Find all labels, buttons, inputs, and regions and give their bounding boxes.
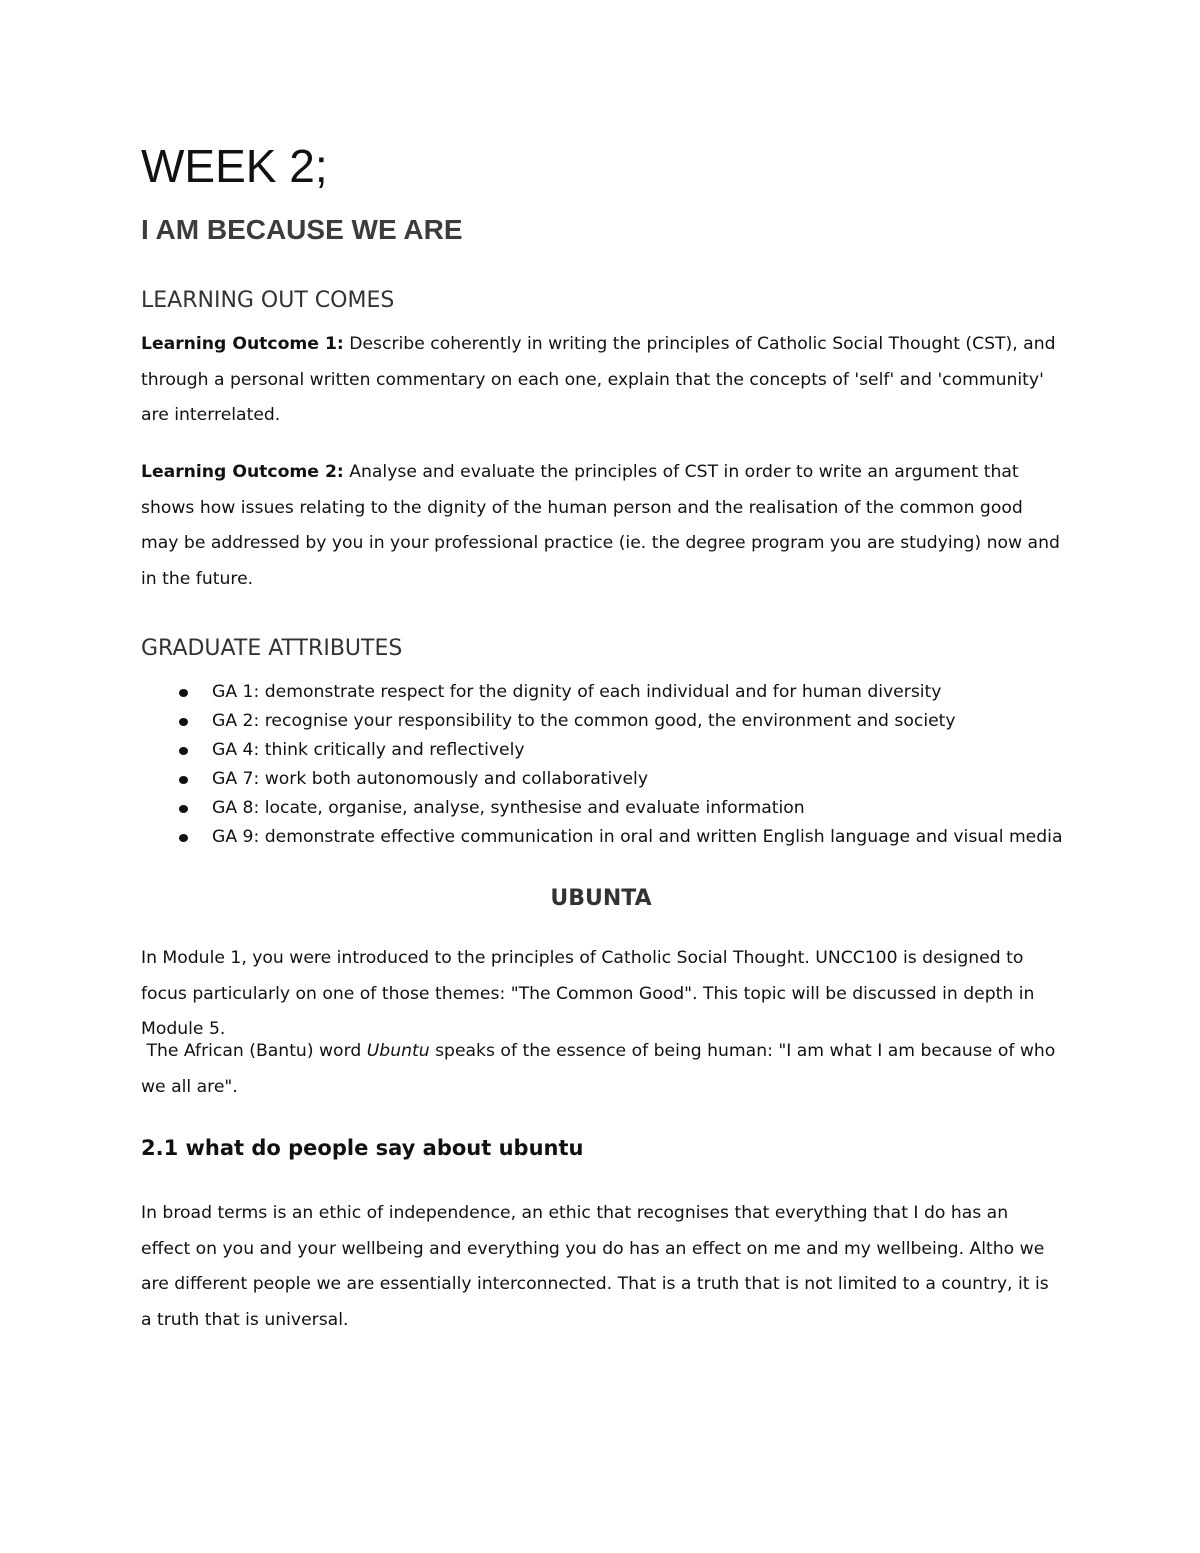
- list-item: GA 8: locate, organise, analyse, synthesise and evaluate information: [141, 794, 1061, 823]
- graduate-attributes-heading: GRADUATE ATTRIBUTES: [141, 636, 403, 661]
- learning-outcome-2-text: Analyse and evaluate the principles of CST in order to write an argument that shows how issues relating to the dignity of the human person and the realisation of the common good may be addressed by you in your professional practice (ie. the degree program you are studying) now and in the future.: [141, 462, 1060, 589]
- page-subtitle: I AM BECAUSE WE ARE: [141, 214, 463, 245]
- ubunta-paragraph-2: The African (Bantu) word Ubuntu speaks of the essence of being human: "I am what I am because of who we all are".: [141, 1041, 1056, 1097]
- bullet-icon: [179, 747, 188, 755]
- list-item: GA 4: think critically and reflectively: [141, 736, 1061, 765]
- list-item: GA 2: recognise your responsibility to the common good, the environment and society: [141, 707, 1061, 736]
- bullet-icon: [179, 805, 188, 813]
- learning-outcome-1: [141, 327, 1061, 434]
- bullet-icon: [179, 689, 188, 697]
- section-2-1-paragraph: In broad terms is an ethic of independence, an ethic that recognises that everything that I do has an effect on you and your wellbeing and everything you do has an effect on me and my wellbeing. Altho we are different people we are essentially interconnected. That is a truth that is not limited to a country, it is a truth that is universal.: [141, 1203, 1049, 1330]
- ubuntu-term: Ubuntu: [366, 1041, 430, 1061]
- bullet-icon: [179, 718, 188, 726]
- learning-outcome-2-label: Learning Outcome 2:: [141, 462, 344, 482]
- page-title: WEEK 2;: [141, 140, 328, 192]
- learning-outcomes-heading: LEARNING OUT COMES: [141, 288, 395, 313]
- list-item: GA 9: demonstrate effective communication in oral and written English language and visual media: [141, 823, 1061, 852]
- bullet-icon: [179, 776, 188, 784]
- graduate-attributes-list: [141, 678, 1061, 852]
- list-item: GA 1: demonstrate respect for the dignity of each individual and for human diversity: [141, 678, 1061, 707]
- ubunta-heading: UBUNTA: [550, 886, 652, 911]
- learning-outcome-2: [141, 455, 1061, 597]
- bullet-icon: [179, 834, 188, 842]
- learning-outcome-1-label: Learning Outcome 1:: [141, 334, 344, 354]
- list-item: GA 7: work both autonomously and collaboratively: [141, 765, 1061, 794]
- ubunta-paragraph-1: In Module 1, you were introduced to the principles of Catholic Social Thought. UNCC100 is designed to focus particularly on one of those themes: "The Common Good". This topic will be discussed in depth in Module 5.: [141, 948, 1035, 1039]
- section-2-1-heading: 2.1 what do people say about ubuntu: [141, 1136, 584, 1160]
- learning-outcome-1-text: Describe coherently in writing the principles of Catholic Social Thought (CST), and through a personal written commentary on each one, explain that the concepts of 'self' and 'community' are interrelated.: [141, 334, 1056, 425]
